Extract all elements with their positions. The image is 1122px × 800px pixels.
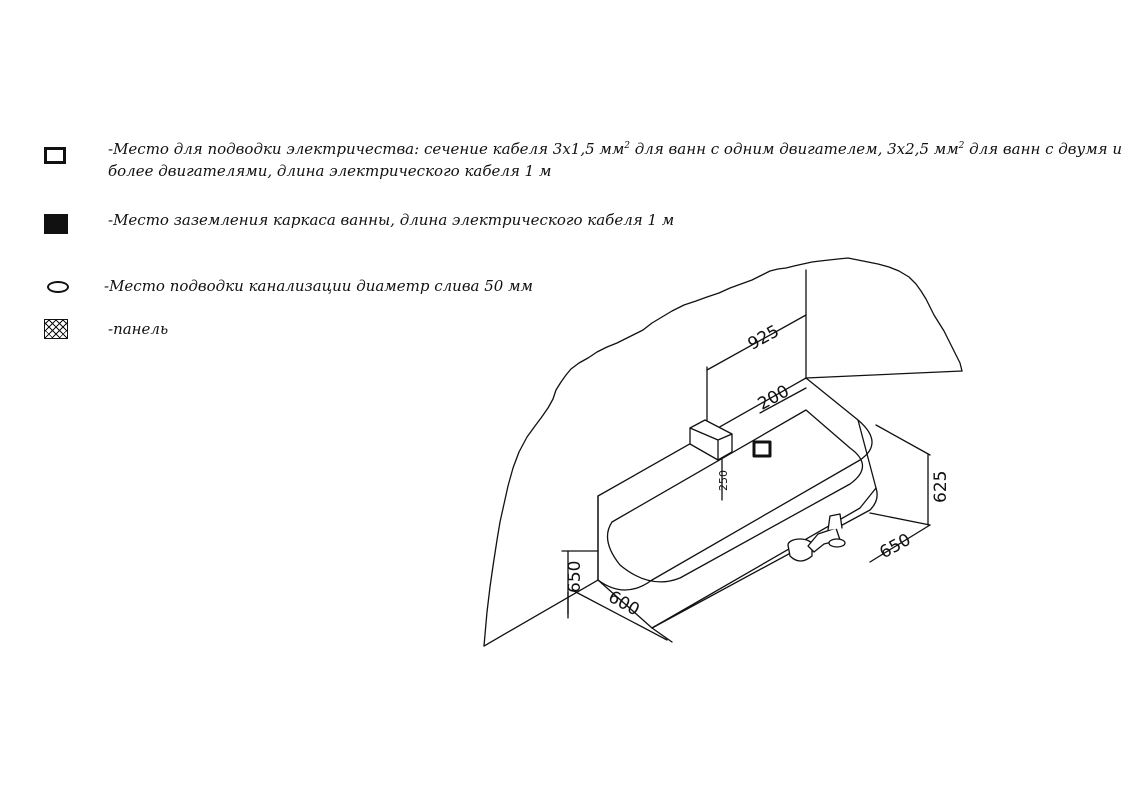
tub-rim-inner [608, 410, 863, 582]
legend-grounding: -Место заземления каркаса ванны, длина электрического кабеля 1 м [108, 211, 675, 229]
dim-650l-label: 650 [565, 560, 585, 593]
dim-925-label: 925 [744, 321, 783, 355]
dim-600-ext-right [652, 628, 672, 642]
legend-drain: -Место подводки канализации диаметр слива 50 мм [104, 277, 533, 295]
legend-electric-line-1: -Место для подводки электричества: сечение кабеля 3х1,5 $мм^2$ для ванн с одним двигателем, 3х2,5 $мм^2$ для ванн с двумя и [108, 140, 1122, 158]
dim-600-label: 600 [604, 587, 643, 621]
dim-200-label: 200 [754, 381, 793, 415]
legend-panel: -панель [108, 320, 169, 338]
legend-electric-line-2: более двигателями, длина электрического кабеля 1 м [108, 162, 552, 180]
drain-fitting-cap [829, 539, 845, 547]
electric-box-icon [754, 442, 770, 456]
dim-625-ext-top [876, 425, 930, 455]
front-panel-curve [652, 488, 877, 628]
dim-650r-label: 650 [876, 529, 915, 564]
drain-fitting-body [788, 545, 812, 561]
dim-250-label: 250 [717, 470, 730, 491]
wall-faucet [690, 420, 732, 460]
tub-rim-outer [598, 378, 872, 590]
drain-fitting-stem [828, 514, 842, 530]
dim-625-label: 625 [931, 470, 951, 503]
wall-floor-right [806, 371, 962, 378]
dim-625-ext-bottom [870, 513, 930, 525]
